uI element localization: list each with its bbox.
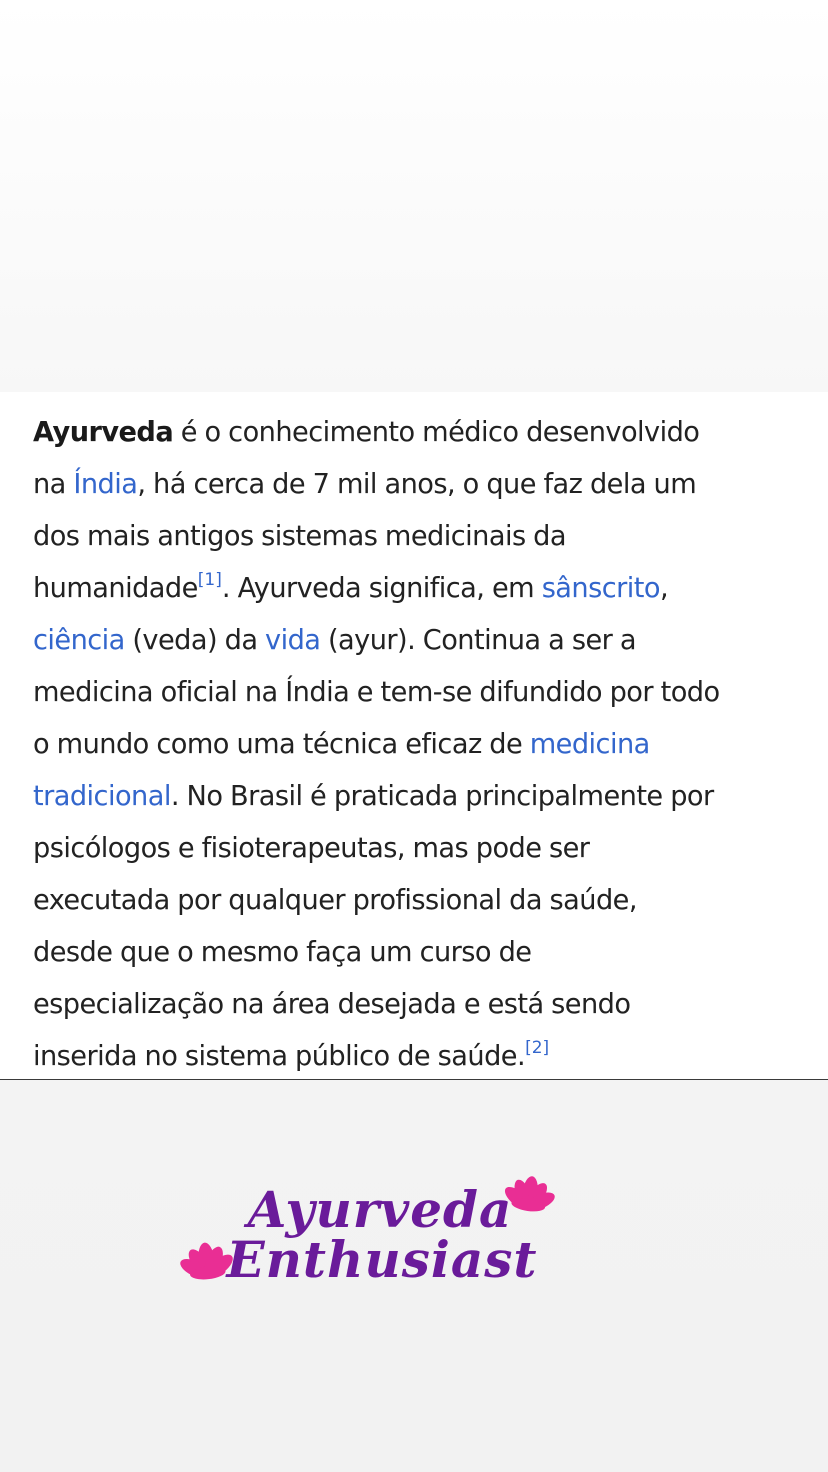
paragraph-text: , bbox=[659, 573, 669, 604]
paragraph-line bbox=[33, 511, 803, 563]
wiki-link[interactable]: Índia bbox=[73, 469, 138, 500]
paragraph-text: executada por qualquer profissional da saúde, bbox=[33, 885, 637, 916]
paragraph-text: desde que o mesmo faça um curso de bbox=[33, 937, 532, 968]
paragraph-text: é o conhecimento médico desenvolvido bbox=[173, 417, 700, 448]
paragraph-line bbox=[33, 875, 803, 927]
paragraph-line bbox=[33, 667, 803, 719]
wiki-link[interactable]: vida bbox=[265, 625, 321, 656]
wiki-link[interactable]: tradicional bbox=[33, 781, 171, 812]
logo-text-ayurveda: Ayurveda bbox=[247, 1180, 513, 1239]
paragraph-line bbox=[33, 979, 803, 1031]
top-blank-area bbox=[0, 0, 828, 392]
paragraph-text: inserida no sistema público de saúde. bbox=[33, 1041, 526, 1072]
paragraph-text: (veda) da bbox=[124, 625, 266, 656]
paragraph-text: na bbox=[33, 469, 74, 500]
logo-text-enthusiast: Enthusiast bbox=[226, 1230, 538, 1289]
paragraph-line bbox=[33, 459, 803, 511]
paragraph-text: . Ayurveda significa, em bbox=[221, 573, 542, 604]
paragraph-line bbox=[33, 1031, 803, 1083]
paragraph-text: o mundo como uma técnica eficaz de bbox=[33, 729, 530, 760]
paragraph-line bbox=[33, 823, 803, 875]
paragraph-line bbox=[33, 927, 803, 979]
paragraph-text: humanidade bbox=[33, 573, 198, 604]
ayurveda-enthusiast-logo bbox=[180, 1165, 570, 1310]
paragraph-line bbox=[33, 771, 803, 823]
citation-ref-link[interactable]: [1] bbox=[197, 570, 222, 590]
paragraph-text: , há cerca de 7 mil anos, o que faz dela um bbox=[137, 469, 697, 500]
paragraph-line bbox=[33, 615, 803, 667]
wiki-link[interactable]: ciência bbox=[33, 625, 125, 656]
paragraph-line bbox=[33, 719, 803, 771]
paragraph-text: medicina oficial na Índia e tem-se difundido por todo bbox=[33, 677, 720, 708]
article-paragraph bbox=[33, 407, 803, 1083]
paragraph-text: (ayur). Continua a ser a bbox=[320, 625, 636, 656]
paragraph-text: especialização na área desejada e está sendo bbox=[33, 989, 631, 1020]
citation-ref-link[interactable]: [2] bbox=[525, 1038, 550, 1058]
article-title-bold: Ayurveda bbox=[33, 417, 174, 448]
wiki-link[interactable]: sânscrito bbox=[541, 573, 660, 604]
paragraph-text: dos mais antigos sistemas medicinais da bbox=[33, 521, 566, 552]
wiki-link[interactable]: medicina bbox=[529, 729, 650, 760]
paragraph-line-first bbox=[33, 407, 803, 459]
paragraph-line bbox=[33, 563, 803, 615]
paragraph-text: psicólogos e fisioterapeutas, mas pode ser bbox=[33, 833, 590, 864]
paragraph-text: . No Brasil é praticada principalmente por bbox=[170, 781, 714, 812]
